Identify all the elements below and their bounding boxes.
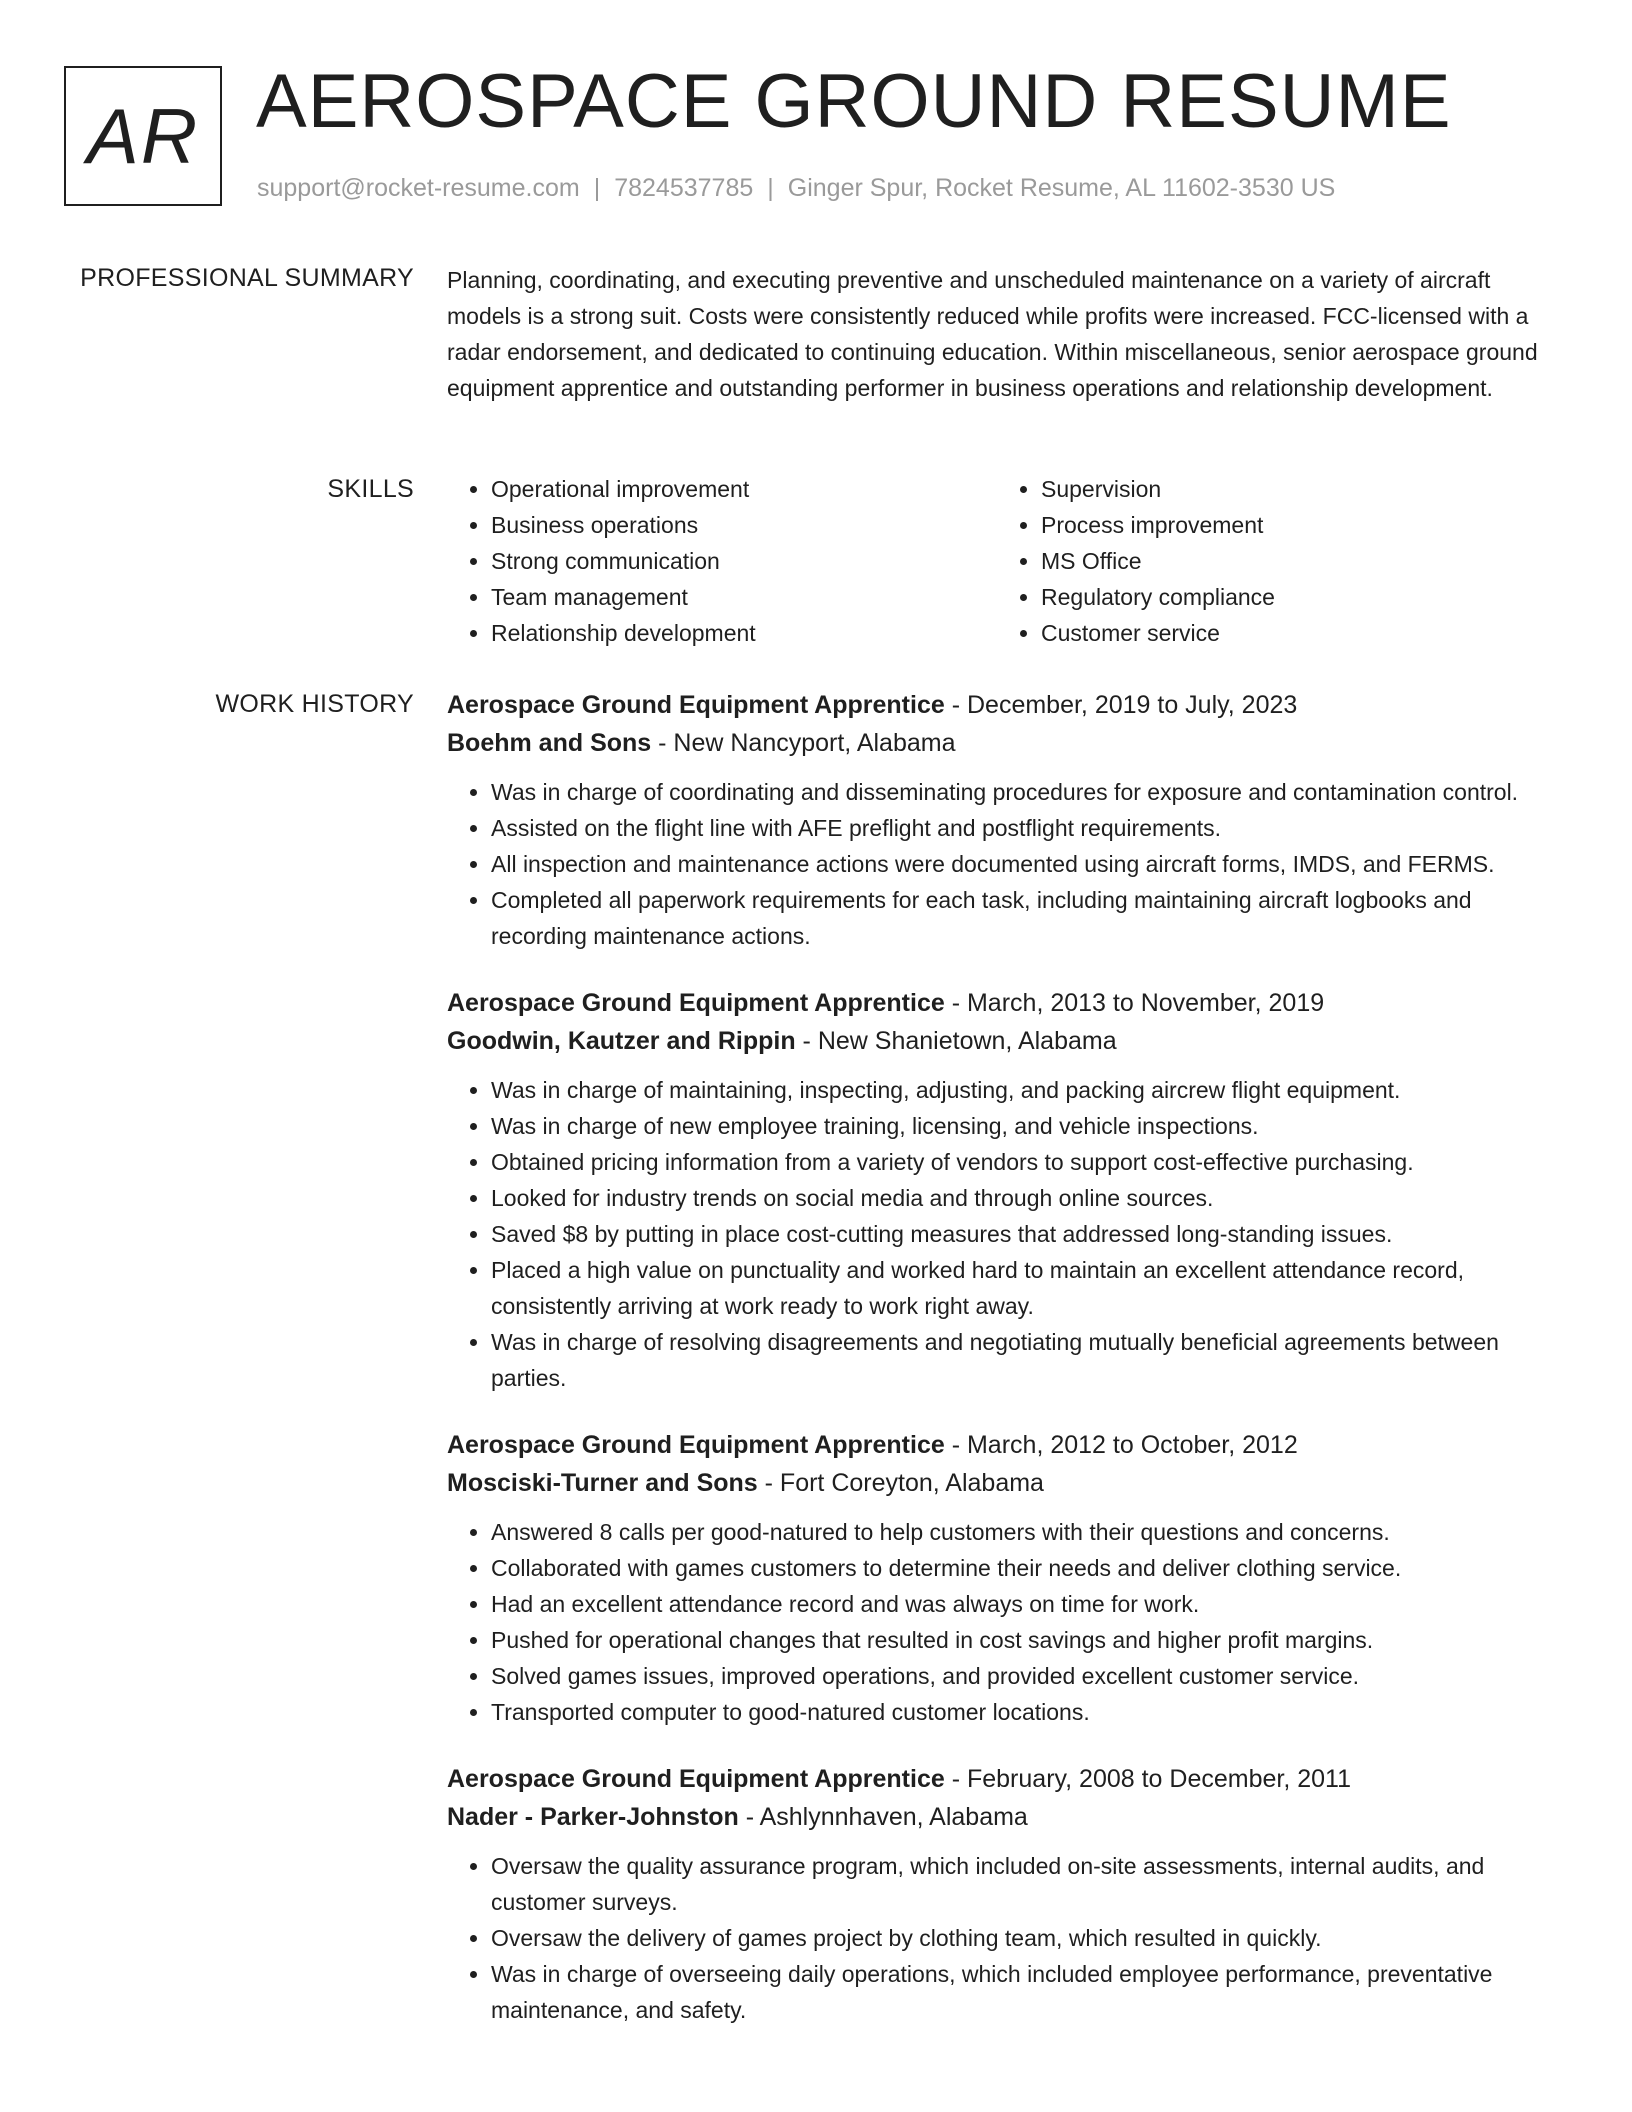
job-dates: - March, 2013 to November, 2019: [944, 989, 1325, 1017]
skill-item: • Relationship development: [491, 615, 997, 651]
job-bullet: • Was in charge of coordinating and disseminating procedures for exposure and contamination control.: [491, 774, 1562, 810]
job-bullet: • Pushed for operational changes that resulted in cost savings and higher profit margins.: [491, 1622, 1562, 1658]
job-bullet: • Oversaw the quality assurance program, which included on-site assessments, internal audits, and customer surveys.: [491, 1848, 1562, 1920]
job-bullet: • Had an excellent attendance record and was always on time for work.: [491, 1586, 1562, 1622]
job-bullet: • Was in charge of overseeing daily operations, which included employee performance, preventative maintenance, and safety.: [491, 1956, 1562, 2028]
contact-separator: |: [593, 174, 601, 202]
job-location: - Ashlynnhaven, Alabama: [738, 1803, 1028, 1831]
skill-item: • Customer service: [1041, 615, 1547, 651]
contact-address: Ginger Spur, Rocket Resume, AL 11602-3530 US: [787, 174, 1336, 202]
job-bullet: • Transported computer to good-natured customer locations.: [491, 1694, 1562, 1730]
job-bullets: [447, 774, 1562, 954]
job-bullet: • Oversaw the delivery of games project by clothing team, which resulted in quickly.: [491, 1920, 1562, 1956]
job-bullet: • Obtained pricing information from a variety of vendors to support cost-effective purchasing.: [491, 1144, 1562, 1180]
job-company-line: [447, 1022, 1562, 1060]
skills-list-left: [447, 471, 997, 651]
job-bullet: • Solved games issues, improved operations, and provided excellent customer service.: [491, 1658, 1562, 1694]
job-entry: [447, 1426, 1562, 1730]
job-entry: [447, 984, 1562, 1396]
monogram-initials: AR: [86, 91, 200, 180]
contact-email[interactable]: support@rocket-resume.com: [257, 174, 580, 202]
skill-item: • Business operations: [491, 507, 997, 543]
work-history-heading: WORK HISTORY: [215, 690, 414, 718]
job-bullet: • Was in charge of new employee training, licensing, and vehicle inspections.: [491, 1108, 1562, 1144]
skill-item: • Team management: [491, 579, 997, 615]
resume-title: AEROSPACE GROUND RESUME: [256, 59, 1452, 144]
job-bullets: [447, 1514, 1562, 1730]
job-title: Aerospace Ground Equipment Apprentice: [447, 989, 945, 1017]
job-bullet: • All inspection and maintenance actions were documented using aircraft forms, IMDS, and FERMS.: [491, 846, 1562, 882]
job-title: Aerospace Ground Equipment Apprentice: [447, 1765, 945, 1793]
monogram-badge: [64, 66, 222, 206]
job-bullets: [447, 1848, 1562, 2028]
job-dates: - March, 2012 to October, 2012: [944, 1431, 1298, 1459]
job-bullet: • Placed a high value on punctuality and worked hard to maintain an excellent attendance record, consistently arriving at work ready to work right away.: [491, 1252, 1562, 1324]
job-title-line: [447, 984, 1562, 1022]
job-title: Aerospace Ground Equipment Apprentice: [447, 691, 945, 719]
job-bullets: [447, 1072, 1562, 1396]
skill-item: • Regulatory compliance: [1041, 579, 1547, 615]
skill-item: • Supervision: [1041, 471, 1547, 507]
contact-line: [257, 174, 1335, 203]
job-entry: [447, 1760, 1562, 2028]
job-location: - New Nancyport, Alabama: [651, 729, 956, 757]
job-title-line: [447, 1760, 1562, 1798]
job-title-line: [447, 686, 1562, 724]
job-location: - Fort Coreyton, Alabama: [757, 1469, 1044, 1497]
job-bullet: • Answered 8 calls per good-natured to help customers with their questions and concerns.: [491, 1514, 1562, 1550]
job-dates: - December, 2019 to July, 2023: [944, 691, 1298, 719]
job-bullet: • Saved $8 by putting in place cost-cutting measures that addressed long-standing issues.: [491, 1216, 1562, 1252]
job-title-line: [447, 1426, 1562, 1464]
skill-item: • Operational improvement: [491, 471, 997, 507]
skills-columns: [447, 471, 1562, 651]
job-bullet: • Completed all paperwork requirements for each task, including maintaining aircraft logbooks and recording maintenance actions.: [491, 882, 1562, 954]
skills-list-right: [997, 471, 1547, 651]
job-bullet: • Collaborated with games customers to determine their needs and deliver clothing service.: [491, 1550, 1562, 1586]
job-company: Goodwin, Kautzer and Rippin: [447, 1027, 796, 1055]
job-company-line: [447, 1798, 1562, 1836]
skills-heading: SKILLS: [327, 475, 414, 503]
job-company: Boehm and Sons: [447, 729, 652, 757]
job-bullet: • Assisted on the flight line with AFE preflight and postflight requirements.: [491, 810, 1562, 846]
job-dates: - February, 2008 to December, 2011: [944, 1765, 1352, 1793]
job-bullet: • Looked for industry trends on social media and through online sources.: [491, 1180, 1562, 1216]
summary-heading: PROFESSIONAL SUMMARY: [80, 264, 414, 292]
job-company-line: [447, 724, 1562, 762]
contact-separator: |: [767, 174, 774, 202]
job-company: Nader - Parker-Johnston: [447, 1803, 739, 1831]
job-bullet: • Was in charge of resolving disagreements and negotiating mutually beneficial agreements between parties.: [491, 1324, 1562, 1396]
job-title: Aerospace Ground Equipment Apprentice: [447, 1431, 945, 1459]
skill-item: • Process improvement: [1041, 507, 1547, 543]
contact-phone[interactable]: 7824537785: [614, 174, 754, 202]
work-history-list: [447, 686, 1562, 2058]
job-bullet: • Was in charge of maintaining, inspecting, adjusting, and packing aircrew flight equipment.: [491, 1072, 1562, 1108]
job-company: Mosciski-Turner and Sons: [447, 1469, 758, 1497]
skill-item: • MS Office: [1041, 543, 1547, 579]
job-entry: [447, 686, 1562, 954]
summary-text: Planning, coordinating, and executing preventive and unscheduled maintenance on a variety of aircraft models is a strong suit. Costs were consistently reduced while profits were increased. FCC-licensed with a radar endorsement, and dedicated to continuing education. Within miscellaneous, senior aerospace ground equipment apprentice and outstanding performer in business operations and relationship development.: [447, 267, 1538, 401]
job-location: - New Shanietown, Alabama: [795, 1027, 1117, 1055]
job-company-line: [447, 1464, 1562, 1502]
skill-item: • Strong communication: [491, 543, 997, 579]
